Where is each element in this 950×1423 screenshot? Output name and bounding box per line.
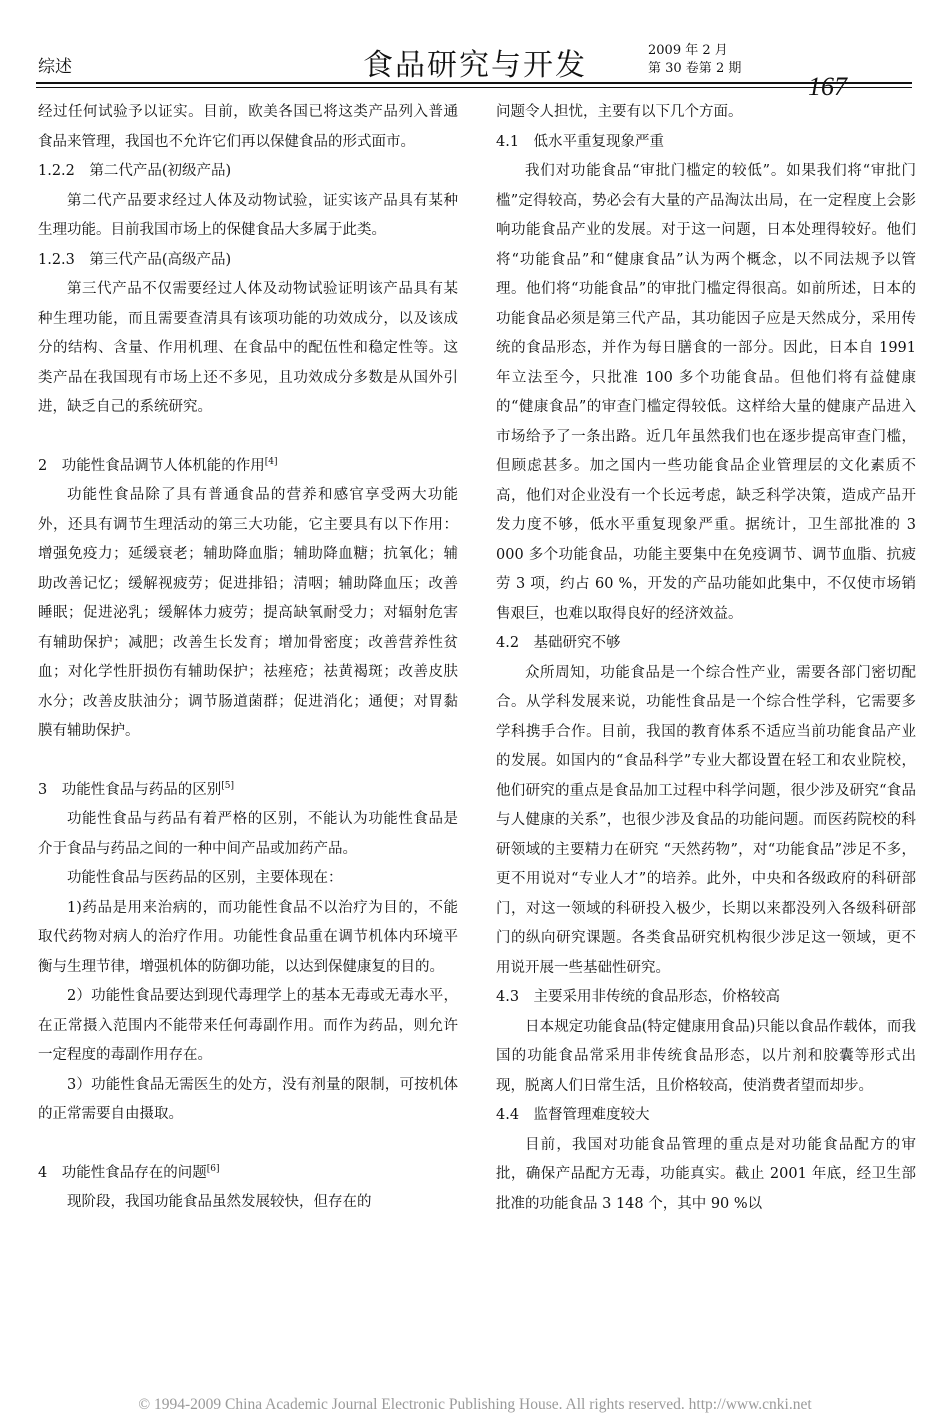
citation: [4] bbox=[264, 456, 278, 467]
section-heading bbox=[38, 776, 458, 806]
citation: [6] bbox=[206, 1163, 220, 1174]
paragraph: 我们对功能食品“审批门槛定的较低”。如果我们将“审批门槛”定得较高，势必会有大量的产品淘汰出局，在一定程度上会影响功能食品产业的发展。对于这一问题，日本处理得较好。他们将“功能食品”和“健康食品”认为两个概念，以不同法规予以管理。他们将“功能食品”的审批门槛定得很高。如前所述，日本的功能食品必须是第三代产品，其功能因子应是天然成分，采用传统的食品形态，并作为每日膳食的一部分。因此，日本自 1991 年立法至今，只批准 100 多个功能食品。但他们将有益健康的“健康食品”的审查门槛定得较低。这样给大量的健康产品进入市场给予了一条出路。近几年虽然我们也在逐步提高审查门槛，但顾虑甚多。加之国内一些功能食品企业管理层的文化素质不高，他们对企业没有一个长远考虑，缺乏科学决策，造成产品开发力度不够，低水平重复现象严重。据统计，卫生部批准的 3 000 多个功能食品，功能主要集中在免疫调节、调节血脂、抗疲劳 3 项，约占 60 %，开发的产品功能如此集中，不仅使市场销售艰巨，也难以取得良好的经济效益。 bbox=[496, 163, 916, 622]
subsection-heading: 4.2 基础研究不够 bbox=[496, 635, 621, 651]
paragraph: 目前，我国对功能食品管理的重点是对功能食品配方的审批，确保产品配方无毒，功能真实。截止 2001 年底，经卫生部批准的功能食品 3 148 个，其中 90 %以 bbox=[496, 1136, 916, 1212]
journal-title: 食品研究与开发 bbox=[363, 48, 587, 83]
paragraph: 功能性食品除了具有普通食品的营养和感官享受两大功能外，还具有调节生理活动的第三大功能，它主要具有以下作用：增强免疫力；延缓衰老；辅助降血脂；辅助降血糖；抗氧化；辅助改善记忆；缓解视疲劳；促进排铅；清咽；辅助降血压；改善睡眠；促进泌乳；缓解体力疲劳；提高缺氧耐受力；对辐射危害有辅助保护；减肥；改善生长发育；增加骨密度；改善营养性贫血；对化学性肝损伤有辅助保护；祛痤疮；祛黄褐斑；改善皮肤水分；改善皮肤油分；调节肠道菌群；促进消化；通便；对胃黏膜有辅助保护。 bbox=[38, 487, 458, 739]
paragraph: 功能性食品与医药品的区别，主要体现在： bbox=[67, 870, 343, 886]
issue-date: 2009 年 2 月 bbox=[648, 43, 728, 58]
issue-info bbox=[648, 42, 741, 78]
subsection-heading: 4.4 监督管理难度较大 bbox=[496, 1107, 650, 1123]
section-title: 4 功能性食品存在的问题 bbox=[38, 1164, 207, 1181]
list-item: 1)药品是用来治病的，而功能性食品不以治疗为目的，不能取代药物对病人的治疗作用。功能性食品重在调节机体内环境平衡与生理节律，增强机体的防御功能，以达到保健康复的目的。 bbox=[38, 899, 458, 975]
header-rule-thin bbox=[36, 87, 912, 88]
page-number: 167 bbox=[808, 72, 847, 101]
paragraph: 问题令人担忧，主要有以下几个方面。 bbox=[496, 104, 743, 120]
subsection-heading: 1.2.3 第三代产品(高级产品) bbox=[38, 251, 232, 268]
subsection-heading: 4.3 主要采用非传统的食品形态，价格较高 bbox=[496, 989, 781, 1005]
right-column bbox=[496, 98, 916, 1219]
subsection-heading: 4.1 低水平重复现象严重 bbox=[496, 133, 665, 150]
citation: [5] bbox=[221, 780, 234, 791]
paragraph: 众所周知，功能食品是一个综合性产业，需要各部门密切配合。从学科发展来说，功能性食品是一个综合性学科，它需要多学科携手合作。目前，我国的教育体系不适应当前功能食品产业的发展。如国内的“食品科学”专业大都设置在轻工和农业院校，他们研究的重点是食品加工过程中科学问题，很少涉及研究“食品与人健康的关系”，也很少涉及食品的功能问题。而医药院校的科研领域的主要精力在研究 “天然药物”，对“功能食品”涉足不多，更不用说对“专业人才”的培养。此外，中央和各级政府的科研部门，对这一领域的科研投入极少，长期以来都没列入各级科研部门的纵向研究课题。各类食品研究机构很少涉足这一领域，更不用说开展一些基础性研究。 bbox=[496, 664, 916, 976]
paragraph: 第三代产品不仅需要经过人体及动物试验证明该产品具有某种生理功能，而且需要查清具有该项功能的功效成分，以及该成分的结构、含量、作用机理、在食品中的配伍性和稳定性等。这类产品在我国现有市场上还不多见，且功效成分多数是从国外引进，缺乏自己的系统研究。 bbox=[38, 281, 458, 415]
header-rule bbox=[36, 82, 912, 84]
issue-volume: 第 30 卷第 2 期 bbox=[648, 61, 742, 76]
left-column bbox=[38, 98, 458, 1218]
section-heading bbox=[38, 1159, 458, 1189]
list-item: 2）功能性食品要达到现代毒理学上的基本无毒或无毒水平，在正常摄入范围内不能带来任何毒副作用。而作为药品，则允许一定程度的毒副作用存在。 bbox=[38, 988, 458, 1063]
section-title: 3 功能性食品与药品的区别 bbox=[38, 781, 222, 798]
paragraph: 现阶段，我国功能食品虽然发展较快，但存在的 bbox=[67, 1194, 372, 1210]
section-label: 综述 bbox=[38, 57, 72, 77]
subsection-heading: 1.2.2 第二代产品(初级产品) bbox=[38, 163, 232, 179]
list-item: 3）功能性食品无需医生的处方，没有剂量的限制，可按机体的正常需要自由摄取。 bbox=[38, 1076, 458, 1122]
paragraph: 功能性食品与药品有着严格的区别，不能认为功能性食品是介于食品与药品之间的一种中间产品或加药产品。 bbox=[38, 811, 458, 857]
section-heading bbox=[38, 452, 458, 482]
copyright-footer: © 1994-2009 China Academic Journal Electronic Publishing House. All rights reserved. http://www.cnki.net bbox=[138, 1396, 812, 1413]
section-title: 2 功能性食品调节人体机能的作用 bbox=[38, 457, 265, 474]
paragraph: 日本规定功能食品(特定健康用食品)只能以食品作载体，而我国的功能食品常采用非传统食品形态，以片剂和胶囊等形式出现，脱离人们日常生活，且价格较高，使消费者望而却步。 bbox=[496, 1018, 916, 1094]
paragraph: 经过任何试验予以证实。目前，欧美各国已将这类产品列入普通食品来管理，我国也不允许它们再以保健食品的形式面市。 bbox=[38, 104, 458, 150]
paragraph: 第二代产品要求经过人体及动物试验，证实该产品具有某种生理功能。目前我国市场上的保健食品大多属于此类。 bbox=[38, 192, 458, 238]
